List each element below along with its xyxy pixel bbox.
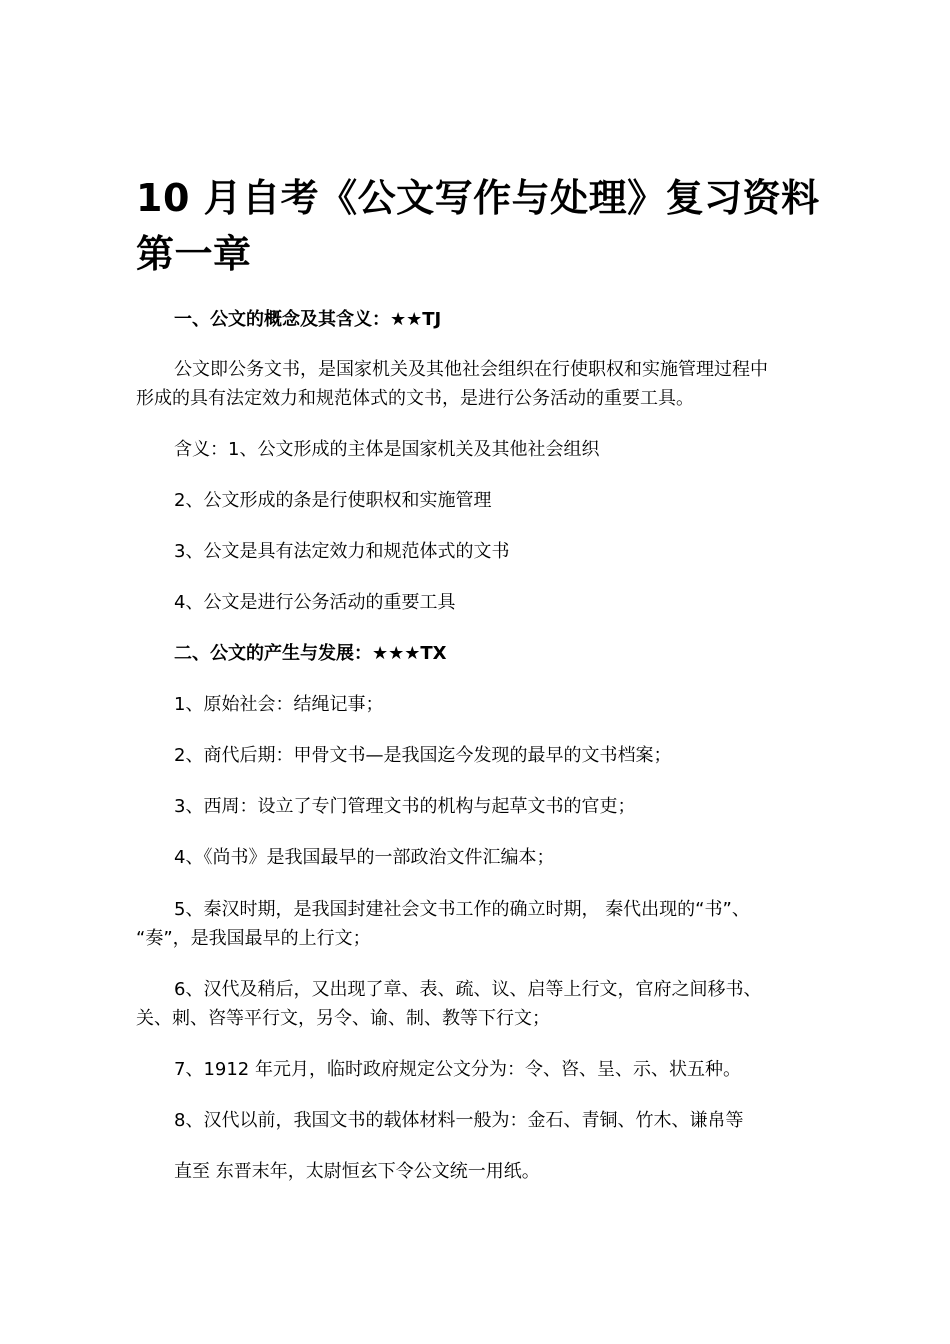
history-item-continuation: 关、刺、咨等平行文，另令、谕、制、教等下行文； xyxy=(136,1008,550,1029)
section-heading-concept: 一、公文的概念及其含义：★★TJ xyxy=(174,309,442,330)
history-item: 直至 东晋末年，太尉恒玄下令公文统一用纸。 xyxy=(174,1161,540,1182)
history-item: 6、汉代及稍后，又出现了章、表、疏、议、启等上行文，官府之间移书、 xyxy=(174,979,762,1000)
section-heading-history: 二、公文的产生与发展：★★★TX xyxy=(174,643,447,664)
document-title: 10 月自考《公文写作与处理》复习资料 xyxy=(136,176,820,220)
meaning-item: 含义：1、公文形成的主体是国家机关及其他社会组织 xyxy=(174,439,600,460)
history-item-continuation: “奏”，是我国最早的上行文； xyxy=(136,928,371,949)
history-item: 5、秦汉时期，是我国封建社会文书工作的确立时期， 秦代出现的“书”、 xyxy=(174,899,750,920)
history-item: 7、1912 年元月，临时政府规定公文分为：令、咨、呈、示、状五种。 xyxy=(174,1059,741,1080)
paragraph-definition-line: 形成的具有法定效力和规范体式的文书，是进行公务活动的重要工具。 xyxy=(136,388,694,409)
history-item: 4、《尚书》是我国最早的一部政治文件汇编本； xyxy=(174,847,555,868)
paragraph-definition-line: 公文即公务文书，是国家机关及其他社会组织在行使职权和实施管理过程中 xyxy=(174,359,768,380)
meaning-item: 4、公文是进行公务活动的重要工具 xyxy=(174,592,456,613)
meaning-item: 3、公文是具有法定效力和规范体式的文书 xyxy=(174,541,510,562)
history-item: 2、商代后期：甲骨文书—是我国迄今发现的最早的文书档案； xyxy=(174,745,672,766)
chapter-title: 第一章 xyxy=(136,232,252,276)
history-item: 1、原始社会：结绳记事； xyxy=(174,694,384,715)
history-item: 3、西周：设立了专门管理文书的机构与起草文书的官吏； xyxy=(174,796,636,817)
history-item: 8、汉代以前，我国文书的载体材料一般为：金石、青铜、竹木、谦帛等 xyxy=(174,1110,744,1131)
meaning-item: 2、公文形成的条是行使职权和实施管理 xyxy=(174,490,492,511)
